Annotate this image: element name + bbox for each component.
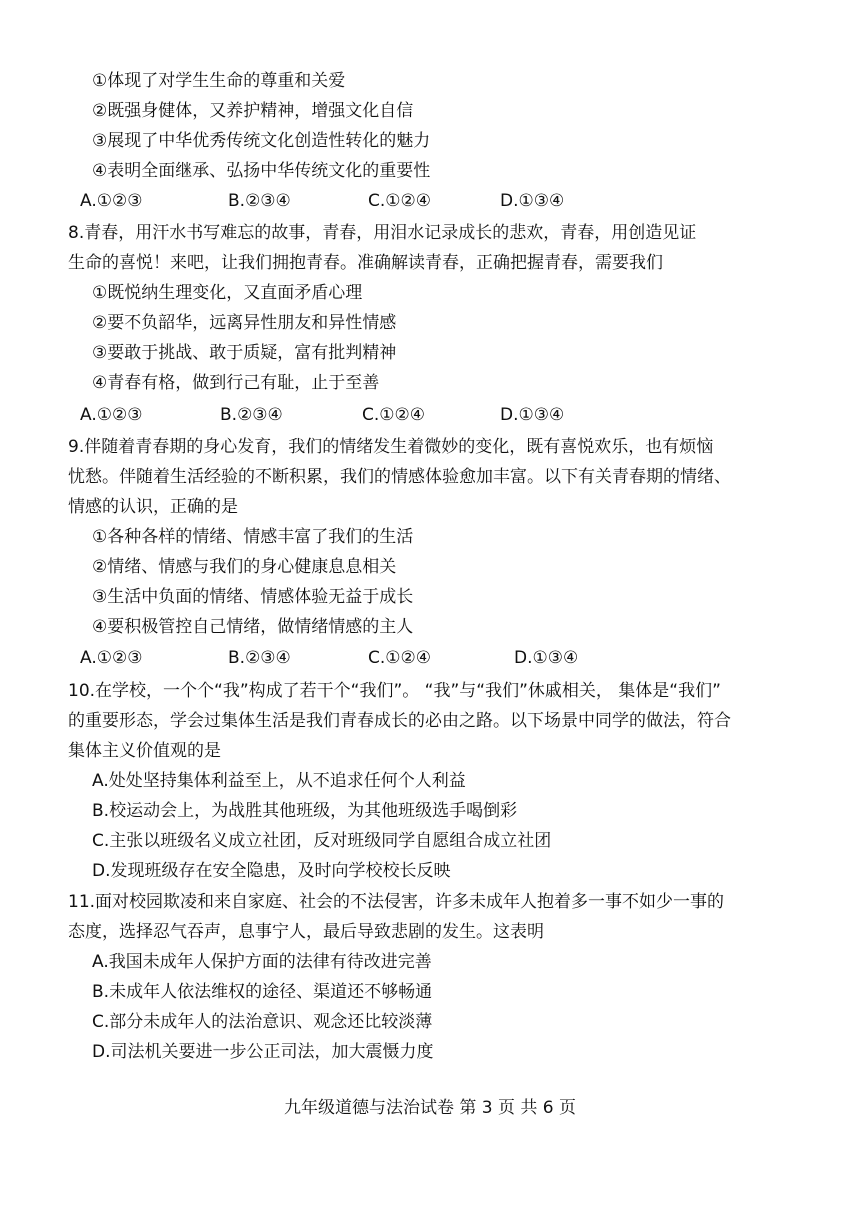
q11-option-c: C.部分未成年人的法治意识、观念还比较淡薄 (92, 1012, 433, 1032)
q10-stem-line-1: 10.在学校，一个个“我”构成了若干个“我们”。 “我”与“我们”休戚相关， 集体是“我们” (68, 681, 721, 701)
q8-item-2: ②要不负韶华，远离异性朋友和异性情感 (92, 313, 397, 333)
q8-option-d: D.①③④ (500, 405, 565, 425)
q10-stem-line-3: 集体主义价值观的是 (68, 741, 221, 761)
q9-stem-line-2: 忧愁。伴随着生活经验的不断积累，我们的情感体验愈加丰富。以下有关青春期的情绪、 (68, 467, 731, 487)
q9-item-1: ①各种各样的情绪、情感丰富了我们的生活 (92, 527, 414, 547)
q7-item-4: ④表明全面继承、弘扬中华传统文化的重要性 (92, 161, 431, 181)
q8-item-1: ①既悦纳生理变化，又直面矛盾心理 (92, 283, 363, 303)
q8-item-4: ④青春有格，做到行己有耻，止于至善 (92, 373, 380, 393)
q10-option-c: C.主张以班级名义成立社团，反对班级同学自愿组合成立社团 (92, 831, 552, 851)
q7-option-b: B.②③④ (228, 191, 291, 211)
q10-option-a: A.处处坚持集体利益至上，从不追求任何个人利益 (92, 771, 466, 791)
q8-options (80, 400, 780, 430)
q8-stem-line-1: 8.青春，用汗水书写难忘的故事，青春，用泪水记录成长的悲欢，青春，用创造见证 (68, 223, 697, 243)
q11-option-a: A.我国未成年人保护方面的法律有待改进完善 (92, 952, 432, 972)
q10-option-b: B.校运动会上，为战胜其他班级，为其他班级选手喝倒彩 (92, 801, 518, 821)
q7-option-a: A.①②③ (80, 191, 143, 211)
q9-stem-line-3: 情感的认识，正确的是 (68, 497, 238, 517)
q7-item-2: ②既强身健体，又养护精神，增强文化自信 (92, 101, 414, 121)
q7-item-3: ③展现了中华优秀传统文化创造性转化的魅力 (92, 131, 431, 151)
q9-option-b: B.②③④ (228, 648, 291, 668)
q11-option-d: D.司法机关要进一步公正司法，加大震慑力度 (92, 1042, 434, 1062)
q8-option-c: C.①②④ (362, 405, 425, 425)
q9-options (80, 643, 780, 673)
q11-stem-line-1: 11.面对校园欺凌和来自家庭、社会的不法侵害，许多未成年人抱着多一事不如少一事的 (68, 892, 725, 912)
q8-item-3: ③要敢于挑战、敢于质疑，富有批判精神 (92, 343, 397, 363)
q9-option-a: A.①②③ (80, 648, 143, 668)
q8-stem-line-2: 生命的喜悦！来吧，让我们拥抱青春。准确解读青春，正确把握青春，需要我们 (68, 253, 663, 273)
q8-option-b: B.②③④ (220, 405, 283, 425)
q11-stem-line-2: 态度，选择忍气吞声，息事宁人，最后导致悲剧的发生。这表明 (68, 922, 544, 942)
q8-option-a: A.①②③ (80, 405, 143, 425)
q9-option-c: C.①②④ (368, 648, 431, 668)
q7-option-d: D.①③④ (500, 191, 565, 211)
q9-option-d: D.①③④ (514, 648, 579, 668)
q9-stem-line-1: 9.伴随着青春期的身心发育，我们的情绪发生着微妙的变化，既有喜悦欢乐，也有烦恼 (68, 437, 714, 457)
q10-stem-line-2: 的重要形态，学会过集体生活是我们青春成长的必由之路。以下场景中同学的做法，符合 (68, 711, 731, 731)
q9-item-3: ③生活中负面的情绪、情感体验无益于成长 (92, 587, 414, 607)
q7-item-1: ①体现了对学生生命的尊重和关爱 (92, 71, 346, 91)
page-footer: 九年级道德与法治试卷 第 3 页 共 6 页 (283, 1098, 577, 1118)
q9-item-4: ④要积极管控自己情绪，做情绪情感的主人 (92, 617, 414, 637)
q7-option-c: C.①②④ (368, 191, 431, 211)
q10-option-d: D.发现班级存在安全隐患，及时向学校校长反映 (92, 861, 451, 881)
q11-option-b: B.未成年人依法维权的途径、渠道还不够畅通 (92, 982, 433, 1002)
q9-item-2: ②情绪、情感与我们的身心健康息息相关 (92, 557, 397, 577)
q7-options (80, 186, 780, 216)
